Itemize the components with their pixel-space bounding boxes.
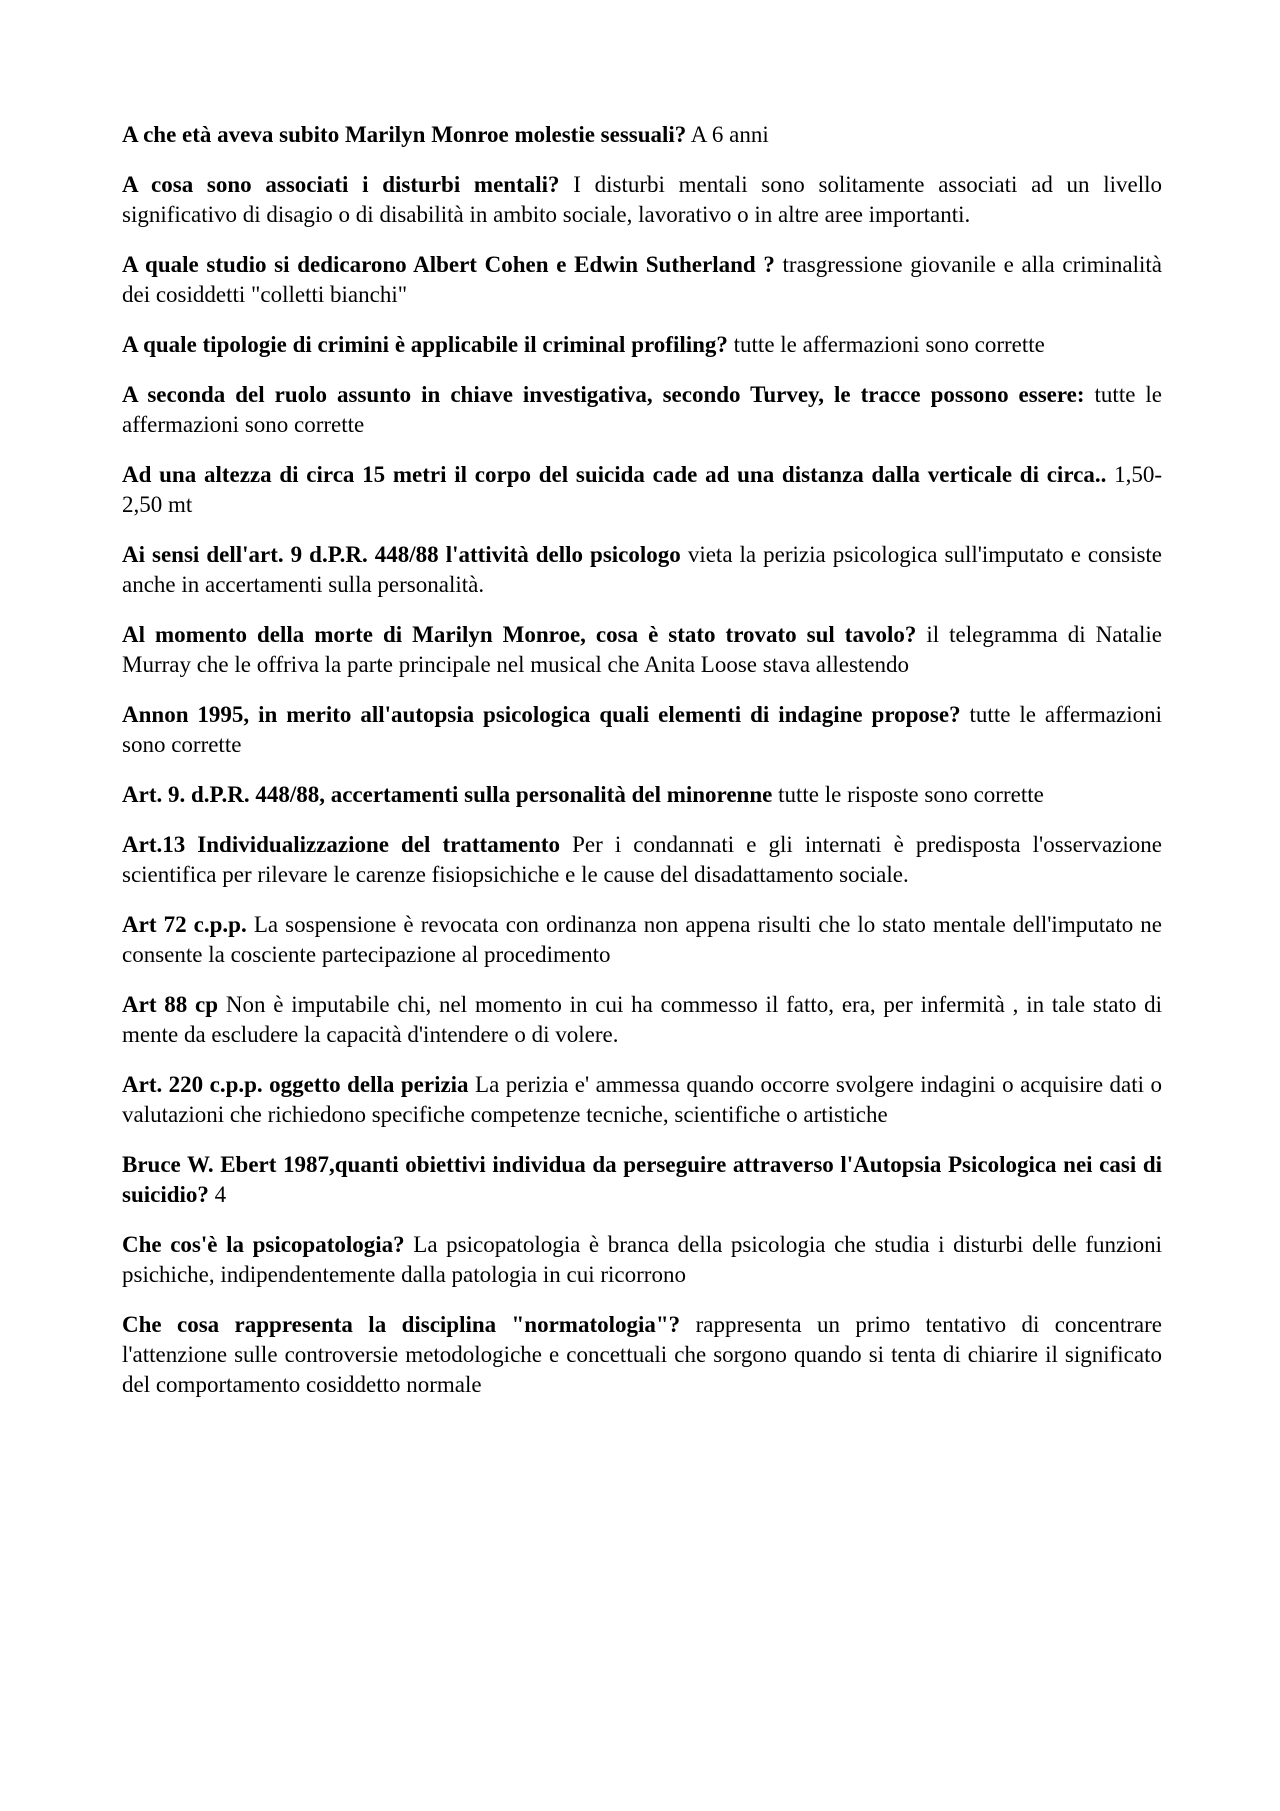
answer: tutte le affermazioni sono corrette [733,332,1045,357]
question: A cosa sono associati i disturbi mentali? [122,172,560,197]
qa-item-10 [122,780,1162,810]
question: Ad una altezza di circa 15 metri il corpo del suicida cade ad una distanza dalla verticale di circa.. [122,462,1107,487]
qa-item-9 [122,700,1162,760]
answer: 1,50-2,50 mt [122,462,1162,517]
answer: 4 [214,1182,227,1207]
question: A che età aveva subito Marilyn Monroe molestie sessuali? [122,122,687,147]
question: Art. 220 c.p.p. oggetto della perizia [122,1072,469,1097]
question: Art 88 cp [122,992,219,1017]
qa-item-14 [122,1070,1162,1130]
qa-item-13 [122,990,1162,1050]
answer: il telegramma di Natalie Murray che le offriva la parte principale nel musical che Anita Loose stava allestendo [122,622,1162,677]
qa-item-7 [122,540,1162,600]
qa-item-11 [122,830,1162,890]
question: Al momento della morte di Marilyn Monroe, cosa è stato trovato sul tavolo? [122,622,917,647]
question: Bruce W. Ebert 1987,quanti obiettivi individua da perseguire attraverso l'Autopsia Psicologica nei casi di suicidio? [122,1152,1162,1207]
answer: rappresenta un primo tentativo di concentrare l'attenzione sulle controversie metodologiche e concettuali che sorgono quando si tenta di chiarire il significato del comportamento cosiddetto normale [122,1312,1163,1397]
qa-item-2 [122,170,1162,230]
answer: tutte le affermazioni sono corrette [122,702,1162,757]
answer: La psicopatologia è branca della psicologia che studia i disturbi delle funzioni psichiche, indipendentemente dalla patologia in cui ricorrono [122,1232,1163,1287]
document-page [122,120,1162,1420]
question: Che cosa rappresenta la disciplina "normatologia"? [122,1312,681,1337]
qa-item-4 [122,330,1162,360]
qa-item-17 [122,1310,1162,1400]
qa-item-8 [122,620,1162,680]
question: Art 72 c.p.p. [122,912,247,937]
qa-item-15 [122,1150,1162,1210]
question: A seconda del ruolo assunto in chiave investigativa, secondo Turvey, le tracce possono essere: [122,382,1085,407]
qa-item-5 [122,380,1162,440]
question: Ai sensi dell'art. 9 d.P.R. 448/88 l'attività dello psicologo [122,542,681,567]
answer: La sospensione è revocata con ordinanza non appena risulti che lo stato mentale dell'imputato ne consente la cosciente partecipazione al procedimento [122,912,1163,967]
answer: tutte le affermazioni sono corrette [122,382,1163,437]
qa-item-1 [122,120,1162,150]
qa-item-12 [122,910,1162,970]
question: Art. 9. d.P.R. 448/88, accertamenti sulla personalità del minorenne [122,782,773,807]
answer: I disturbi mentali sono solitamente associati ad un livello significativo di disagio o di disabilità in ambito sociale, lavorativo o in altre aree importanti. [122,172,1163,227]
answer: A 6 anni [690,122,769,147]
answer: trasgressione giovanile e alla criminalità dei cosiddetti "colletti bianchi" [122,252,1162,307]
question: A quale studio si dedicarono Albert Cohen e Edwin Sutherland ? [122,252,775,277]
question: Annon 1995, in merito all'autopsia psicologica quali elementi di indagine propose? [122,702,961,727]
qa-item-16 [122,1230,1162,1290]
answer: Per i condannati e gli internati è predisposta l'osservazione scientifica per rilevare le carenze fisiopsichiche e le cause del disadattamento sociale. [122,832,1162,887]
qa-item-3 [122,250,1162,310]
answer: La perizia e' ammessa quando occorre svolgere indagini o acquisire dati o valutazioni che richiedono specifiche competenze tecniche, scientifiche o artistiche [122,1072,1163,1127]
answer: Non è imputabile chi, nel momento in cui ha commesso il fatto, era, per infermità , in tale stato di mente da escludere la capacità d'intendere o di volere. [122,992,1162,1047]
answer: vieta la perizia psicologica sull'imputato e consiste anche in accertamenti sulla personalità. [122,542,1163,597]
qa-item-6 [122,460,1162,520]
question: A quale tipologie di crimini è applicabile il criminal profiling? [122,332,728,357]
answer: tutte le risposte sono corrette [778,782,1044,807]
question: Che cos'è la psicopatologia? [122,1232,405,1257]
question: Art.13 Individualizzazione del trattamento [122,832,561,857]
